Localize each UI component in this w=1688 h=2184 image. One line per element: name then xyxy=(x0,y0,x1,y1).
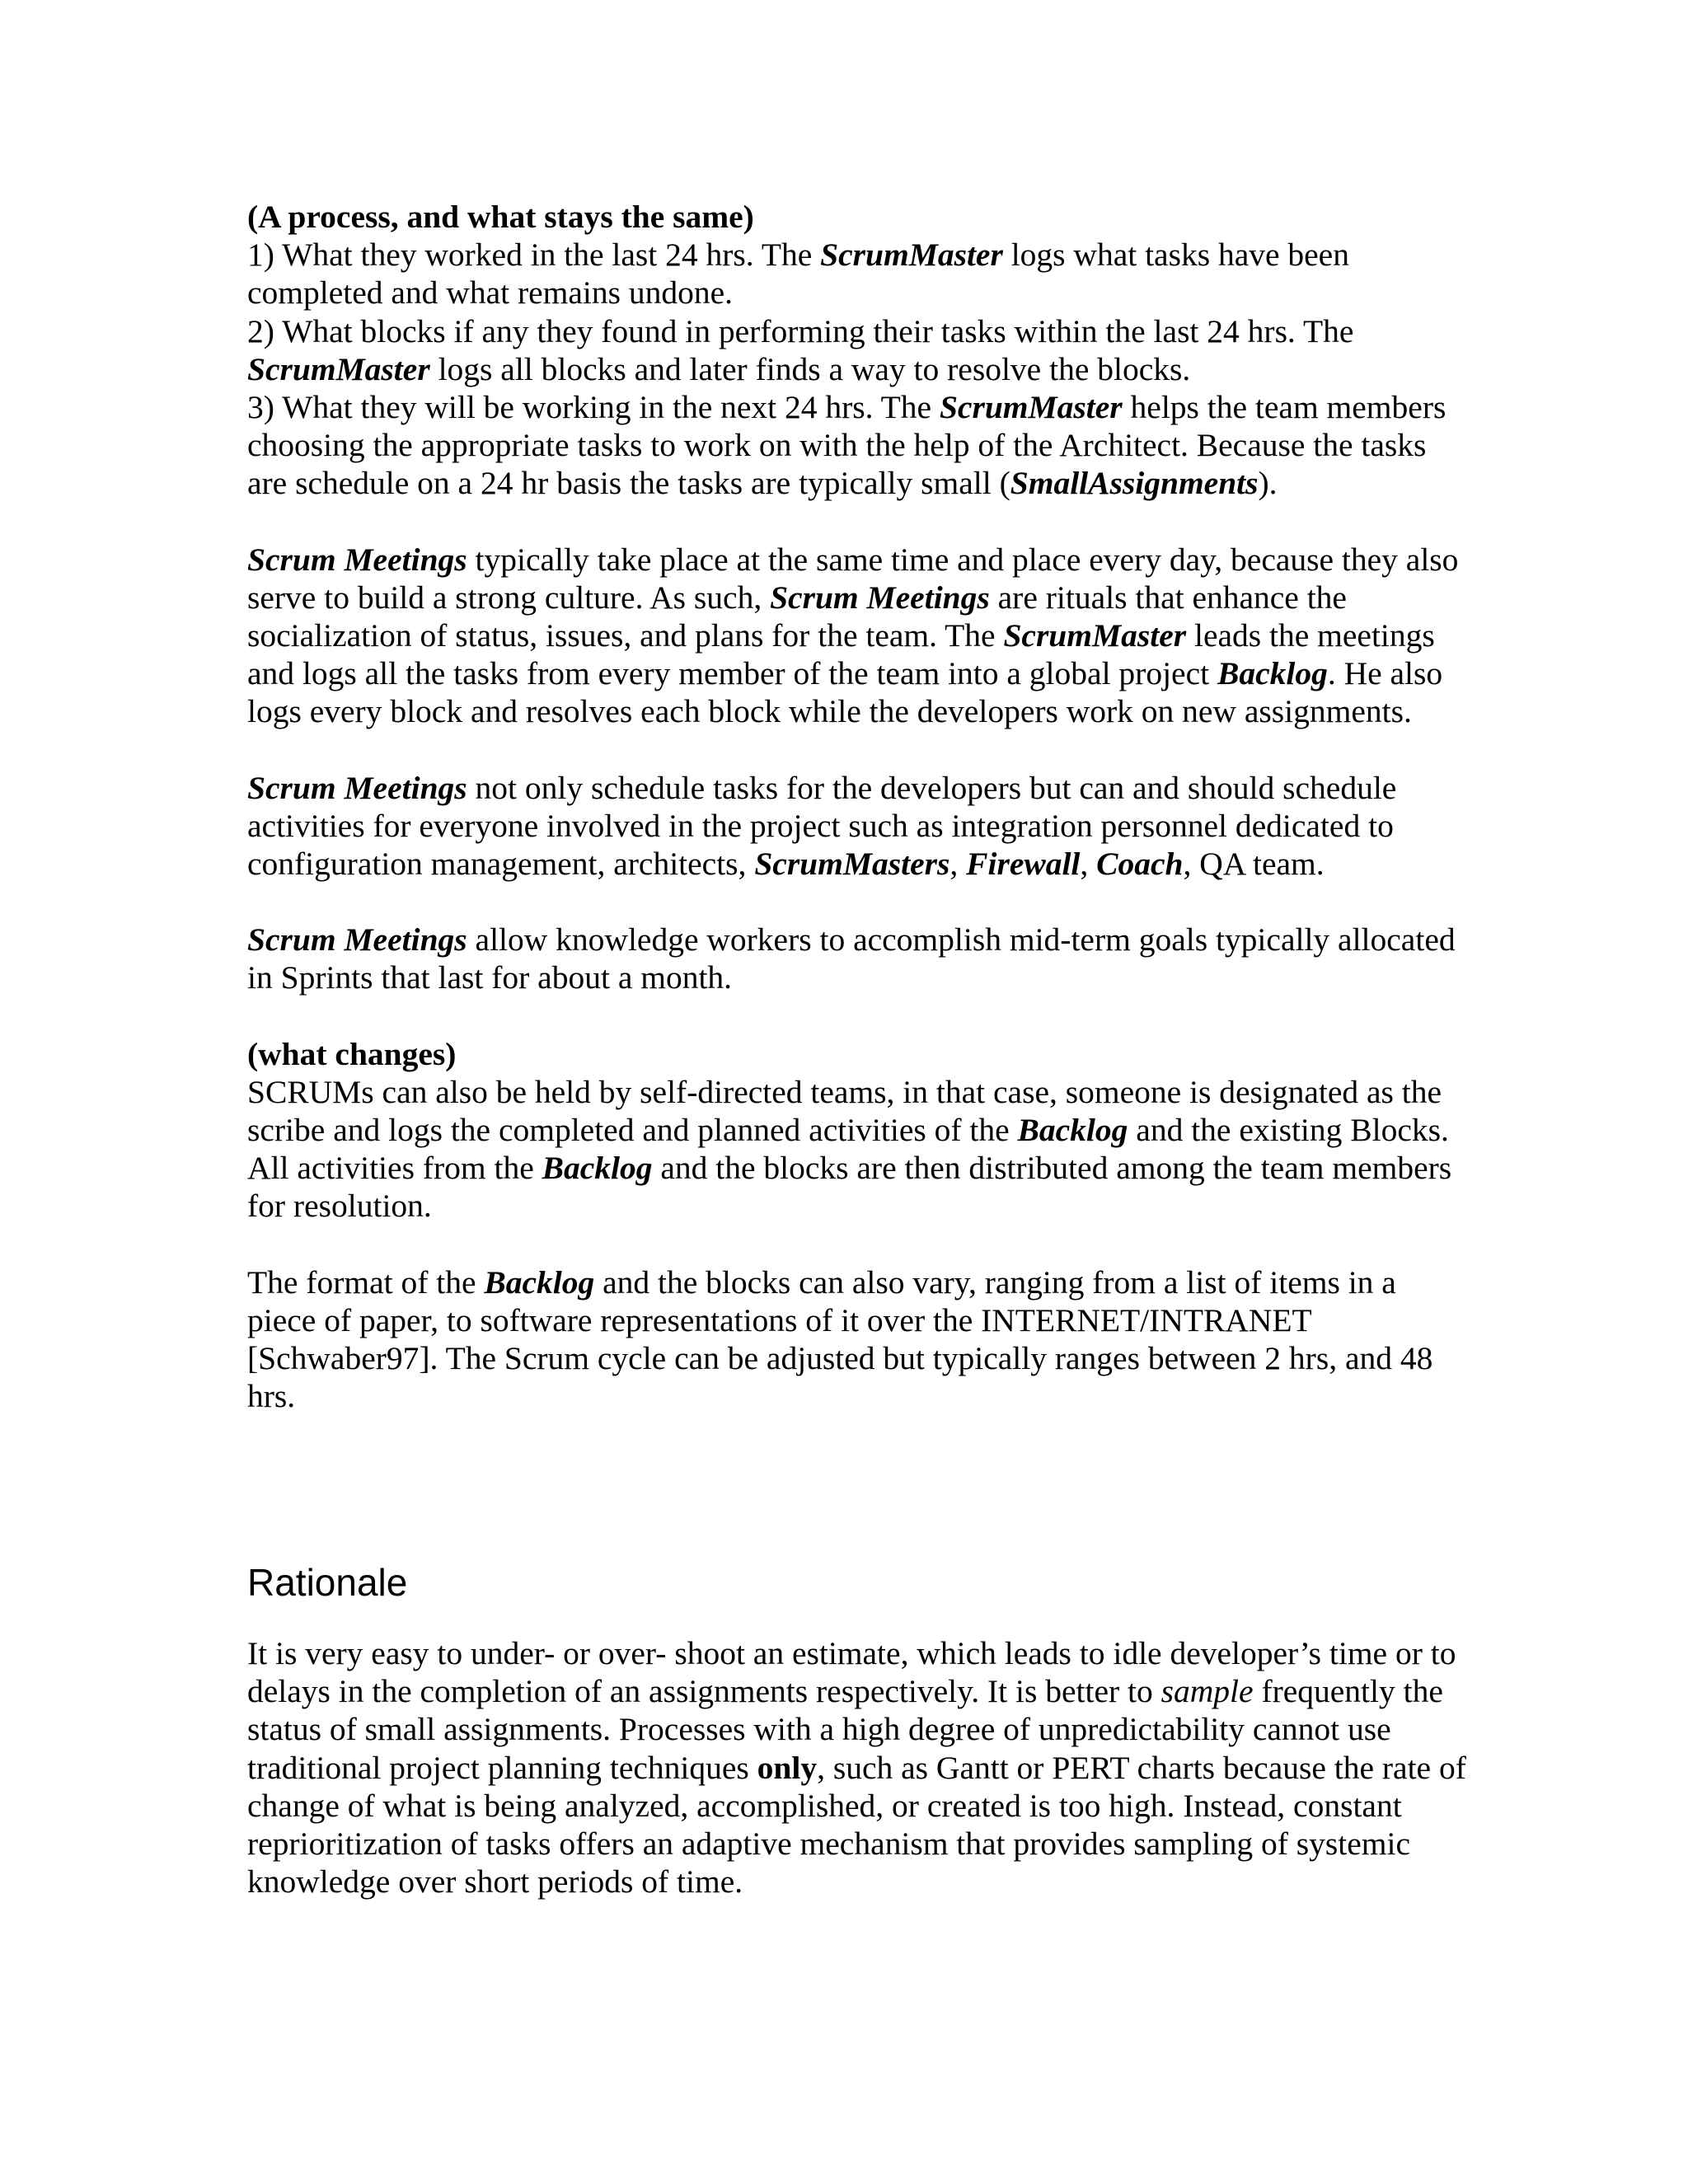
paragraph-scrum-meetings-goals xyxy=(247,921,1467,996)
term-scrummaster: ScrumMaster xyxy=(1003,617,1187,654)
rationale-heading: Rationale xyxy=(247,1561,408,1604)
text-run: helps the team members choosing the appropriate tasks to work on with the help of the Architect. Because the tasks are schedule on a 24 hr basis the tasks are typically small ( xyxy=(247,389,1447,502)
text-run: logs what tasks have been completed and what remains undone. xyxy=(247,237,1349,312)
term-firewall: Firewall xyxy=(966,846,1081,883)
term-smallassignments: SmallAssignments xyxy=(1010,465,1259,502)
term-scrum-meetings: Scrum Meetings xyxy=(770,579,990,616)
text-run: The format of the xyxy=(247,1263,485,1301)
term-scrummasters: ScrumMasters xyxy=(754,846,950,883)
term-scrummaster: ScrumMaster xyxy=(820,237,1003,274)
term-sample: sample xyxy=(1160,1673,1254,1710)
paragraph-self-directed-teams xyxy=(247,1073,1467,1226)
paragraph-gap xyxy=(247,1226,1467,1263)
section-heading-process: (A process, and what stays the same) xyxy=(247,199,754,235)
text-run: and the blocks can also vary, ranging from a list of items in a piece of paper, to software representations of it over the INTERNET/INTRANET [Schwaber97]. The Scrum cycle can be adjusted but typically ranges between 2 hrs, and 48 hrs. xyxy=(247,1263,1433,1415)
term-only: only xyxy=(757,1749,818,1786)
text-run: and the existing Blocks. All activities from the xyxy=(247,1112,1449,1187)
paragraph-gap xyxy=(247,883,1467,921)
term-scrum-meetings: Scrum Meetings xyxy=(247,769,467,806)
paragraph-rationale xyxy=(247,1634,1467,1900)
paragraph-gap xyxy=(247,731,1467,769)
item-2 xyxy=(247,312,1467,388)
text-run: frequently the status of small assignments. Processes with a high degree of unpredictability cannot use traditional project planning techniques xyxy=(247,1673,1443,1786)
term-scrummaster: ScrumMaster xyxy=(247,350,430,387)
item-3 xyxy=(247,388,1467,503)
text-run: not only schedule tasks for the developers but can and should schedule activities for everyone involved in the project such as integration personnel dedicated to configuration management, architects, xyxy=(247,769,1397,883)
text-run: 1) What they worked in the last 24 hrs. The xyxy=(247,237,821,274)
text-run: , xyxy=(1080,846,1097,883)
text-run: It is very easy to under- or over- shoot an estimate, which leads to idle developer’s time or to delays in the completion of an assignments respectively. It is better to xyxy=(247,1635,1456,1710)
paragraph-backlog-format xyxy=(247,1263,1467,1416)
term-backlog: Backlog xyxy=(1017,1112,1128,1149)
term-backlog: Backlog xyxy=(484,1263,595,1301)
term-backlog: Backlog xyxy=(1217,655,1328,692)
paragraph-scrum-meetings-schedule xyxy=(247,769,1467,883)
term-backlog: Backlog xyxy=(542,1150,653,1187)
text-run: 2) What blocks if any they found in performing their tasks within the last 24 hrs. The xyxy=(247,312,1354,349)
text-run: typically take place at the same time and place every day, because they also serve to build a strong culture. As such, xyxy=(247,541,1459,616)
main-text-column xyxy=(247,198,1467,1415)
text-run: , such as Gantt or PERT charts because the rate of change of what is being analyzed, accomplished, or created is too high. Instead, constant reprioritization of tasks offers an adaptive mechanism that provides sampling of systemic knowledge over short periods of time. xyxy=(247,1749,1466,1900)
term-scrummaster: ScrumMaster xyxy=(939,389,1123,426)
text-run: are rituals that enhance the socialization of status, issues, and plans for the team. The xyxy=(247,579,1347,654)
paragraph-gap xyxy=(247,503,1467,541)
text-run: ). xyxy=(1258,465,1278,502)
term-scrum-meetings: Scrum Meetings xyxy=(247,541,467,578)
text-run: , QA team. xyxy=(1183,846,1325,883)
text-run: and the blocks are then distributed among the team members for resolution. xyxy=(247,1150,1452,1225)
term-coach: Coach xyxy=(1096,846,1184,883)
text-run: logs all blocks and later finds a way to resolve the blocks. xyxy=(429,350,1191,387)
text-run: allow knowledge workers to accomplish mid-term goals typically allocated in Sprints that last for about a month. xyxy=(247,921,1456,996)
text-run: , xyxy=(950,846,967,883)
paragraph-scrum-meetings-culture xyxy=(247,541,1467,731)
text-run: leads the meetings and logs all the tasks from every member of the team into a global project xyxy=(247,617,1435,692)
text-run: 3) What they will be working in the next 24 hrs. The xyxy=(247,389,940,426)
item-1 xyxy=(247,236,1467,312)
rationale-text-column xyxy=(247,1634,1467,1900)
text-run: . He also logs every block and resolves each block while the developers work on new assignments. xyxy=(247,655,1443,730)
paragraph-gap xyxy=(247,997,1467,1035)
section-heading-what-changes: (what changes) xyxy=(247,1035,457,1072)
text-run: SCRUMs can also be held by self-directed teams, in that case, someone is designated as the scribe and logs the completed and planned activities of the xyxy=(247,1073,1442,1149)
term-scrum-meetings: Scrum Meetings xyxy=(247,921,467,958)
